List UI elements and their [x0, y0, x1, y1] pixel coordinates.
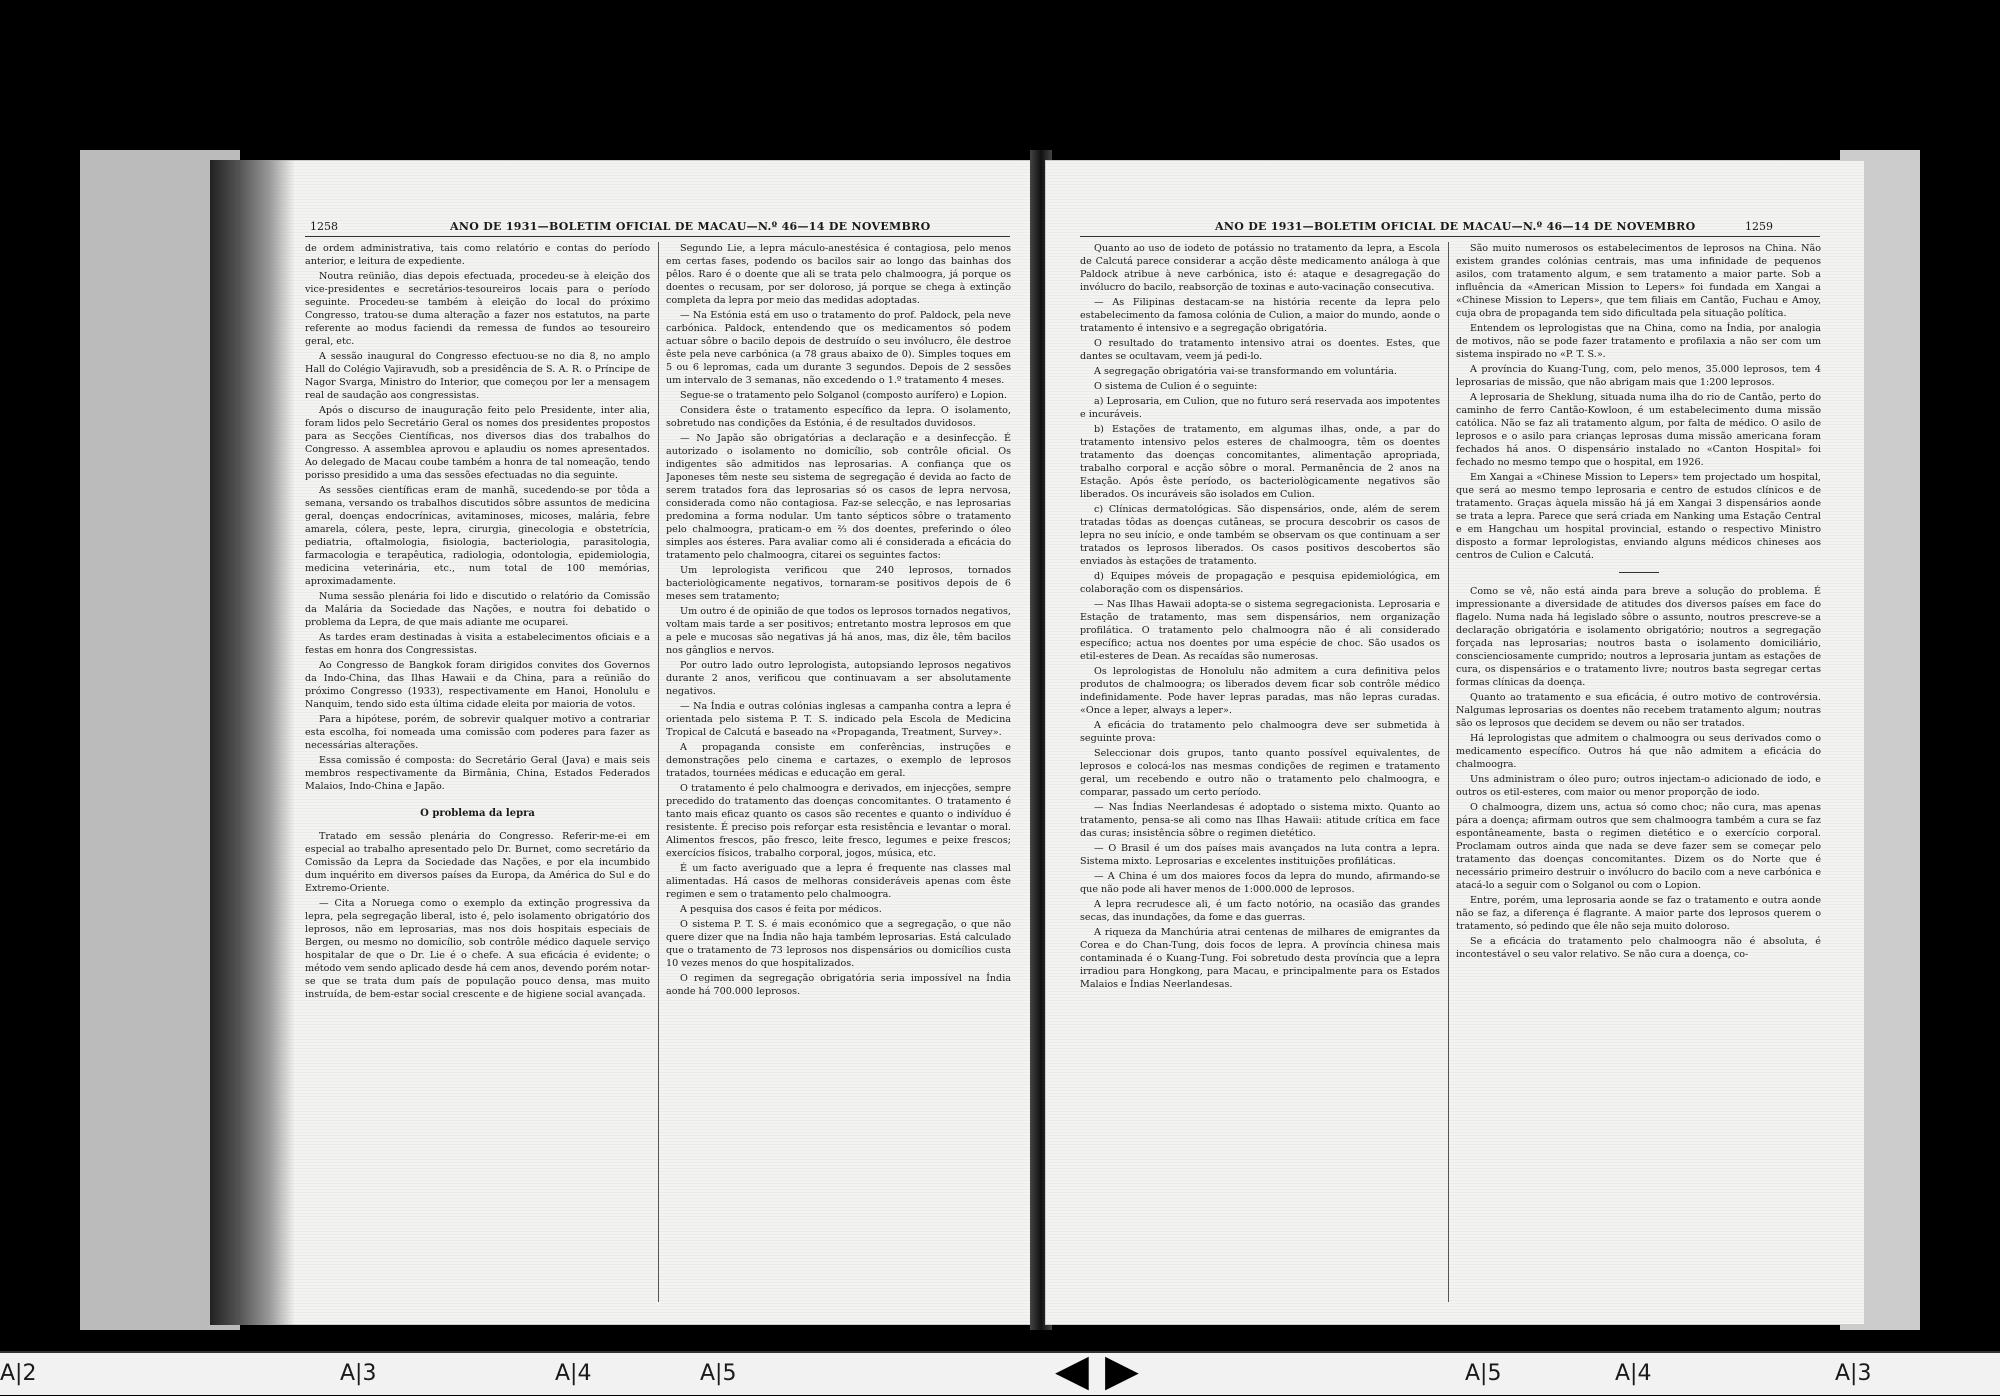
paragraph: — Nas Índias Neerlandesas é adoptado o sistema mixto. Quanto ao tratamento, pensa-se ali como nas Ilhas Hawaii: atitude crítica em face das curas; insistência sôbre o regimen dietético.	[1080, 802, 1440, 839]
film-marker: A|2	[0, 1361, 37, 1386]
paragraph: Segundo Lie, a lepra máculo-anestésica é contagiosa, pelo menos em certas fases, podendo os bacilos sair ao longo das bainhas dos pêlos. Raro é o doente que ali se trata pelo chalmoogra, já porque os doentes o recusam, por ser doloroso, já porque se chega à extinção completa da lepra por meio das medidas adoptadas.	[666, 243, 1011, 306]
paragraph: — No Japão são obrigatórias a declaração e a desinfecção. É autorizado o isolamento no domicílio, sob contrôle oficial. Os indigentes são admitidos nas leprosarias. A confiança que os Japoneses têm neste seu sistema de segregação é devida ao facto de serem tratados fora das leprosarias só os casos de lepra nervosa, considerada como não contagiosa. Faz-se selecção, e nas leprosarias predomina a forma nodular. Um tanto sépticos sôbre o tratamento pelo chalmoogra, praticam-o em ⅔ dos doentes, preferindo o óleo simples aos ésteres. Para avaliar como ali é considerada a eficácia do tratamento pelo chalmoogra, citarei os seguintes factos:	[666, 433, 1011, 561]
paragraph: b) Estações de tratamento, em algumas ilhas, onde, a par do tratamento intensivo pelos esteres de chalmoogra, têm os doentes tratamento das doenças concomitantes, alimentação apropriada, trabalho corporal e acção sôbre o moral. Permanência de 2 anos na Estação. Após êste período, os bacteriològicamente negativos são liberados. Os incuráveis são isolados em Culion.	[1080, 424, 1440, 500]
paragraph: O resultado do tratamento intensivo atrai os doentes. Estes, que dantes se ocultavam, veem já pedi-lo.	[1080, 338, 1440, 362]
paragraph: O tratamento é pelo chalmoogra e derivados, em injecções, sempre precedido do tratamento das doenças concomitantes. O tratamento é tanto mais eficaz quanto os casos são recentes e quanto o indivíduo é resistente. É preciso pois reforçar esta resistência e levantar o moral. Alimentos frescos, pão fresco, leite fresco, legumes e peixe frescos; exercícios físicos, trabalho corporal, jogos, música, etc.	[666, 783, 1011, 859]
page-number: 1259	[1745, 220, 1773, 233]
paragraph: Uns administram o óleo puro; outros injectam-o adicionado de iodo, e outros os etil-esteres, com maior ou menor proporção de iodo.	[1456, 774, 1821, 798]
paragraph: Numa sessão plenária foi lido e discutido o relatório da Comissão da Malária da Sociedade das Nações, e noutra foi debatido o problema da Lepra, de que mais adiante me ocuparei.	[305, 591, 650, 628]
paragraph: Seleccionar dois grupos, tanto quanto possível equivalentes, de leprosos e colocá-los nas mesmas condições de regimen e tratamento geral, um recebendo e outro não o tratamento pelo chalmoogra, e comparar, passado um certo período.	[1080, 748, 1440, 798]
paragraph: São muito numerosos os estabelecimentos de leprosos na China. Não existem grandes colónias centrais, mas uma infinidade de pequenos asilos, com tratamento algum, e sem tratamento a maior parte. Sob a influência da «American Mission to Lepers» foi fundada em Xangai a «Chinese Mission to Lepers», que tem filiais em Cantão, Fuchau e Amoy, cuja obra de propaganda tem sido dificultada pela situação política.	[1456, 243, 1821, 319]
paragraph: A riqueza da Manchúria atrai centenas de milhares de emigrantes da Corea e do Chan-Tung, dois focos de lepra. A província chinesa mais contaminada é o Kuang-Tung. Foi sobretudo desta província que a lepra irradiou para Hongkong, para Macau, e principalmente para os Estados Malaios e Índias Neerlandesas.	[1080, 927, 1440, 990]
paragraph: O regimen da segregação obrigatória seria impossível na Índia aonde há 700.000 leprosos.	[666, 973, 1011, 997]
paragraph: Há leprologistas que admitem o chalmoogra ou seus derivados como o medicamento específico. Outros há que não admitem a eficácia do chalmoogra.	[1456, 733, 1821, 770]
film-marker: A|4	[555, 1361, 592, 1386]
paragraph: — Na Índia e outras colónias inglesas a campanha contra a lepra é orientada pelo sistema P. T. S. indicado pela Escola de Medicina Tropical de Calcutá e baseado na «Propaganda, Treatment, Survey».	[666, 701, 1011, 738]
paragraph: — Cita a Noruega como o exemplo da extinção progressiva da lepra, pela segregação liberal, isto é, pelo isolamento obrigatório dos leprosos, não em leprosarias, mas nos dois hospitais especiais de Bergen, ou mesmo no domicílio, sob contrôle médico daquele serviço hospitalar de que o Dr. Lie é o chefe. A sua eficácia é evidente; o método vem sendo aplicado desde há cem anos, devendo porém notar-se que se trata dum país de população pouco densa, mas muito instruída, de bem-estar social crescente e de higiene social avançada.	[305, 898, 650, 1000]
paragraph: É um facto averiguado que a lepra é frequente nas classes mal alimentadas. Há casos de melhoras consideráveis apenas com êste regimen e sem o tratamento pelo chalmoogra.	[666, 863, 1011, 900]
paragraph: d) Equipes móveis de propagação e pesquisa epidemiológica, em colaboração com os dispensários.	[1080, 571, 1440, 595]
right-page	[1045, 160, 1865, 1325]
paragraph: O sistema de Culion é o seguinte:	[1094, 381, 1258, 392]
paragraph: Se a eficácia do tratamento pelo chalmoogra não é absoluta, é incontestável o seu valor relativo. Se não cura a doença, co-	[1456, 936, 1821, 960]
paragraph: A sessão inaugural do Congresso efectuou-se no dia 8, no amplo Hall do Colégio Vajiravudh, sob a presidência de S. A. R. o Príncipe de Nagor Svarga, Ministro do Interior, que começou por ler a mensagem real de saudação aos congressistas.	[305, 351, 650, 401]
film-marker: A|4	[1615, 1361, 1652, 1386]
paragraph: Em Xangai a «Chinese Mission to Lepers» tem projectado um hospital, que será ao mesmo tempo leprosaria e centro de estudos clínicos e de tratamento. Graças àquela missão há já em Xangai 3 dispensários aonde se trata a lepra. Parece que será criada em Nanking uma Estação Central e em Hangchau um hospital provincial, estando o respectivo Ministro disposto a formar leprologistas, enviando alguns médicos chineses aos centros de Culion e Calcutá.	[1456, 472, 1821, 561]
running-head: ANO DE 1931—BOLETIM OFICIAL DE MACAU—N.º 46—14 DE NOVEMBRO	[450, 220, 931, 233]
paragraph: — As Filipinas destacam-se na história recente da lepra pelo estabelecimento da famosa colónia de Culion, a maior do mundo, aonde o tratamento é intensivo e a segregação obrigatória.	[1080, 297, 1440, 334]
paragraph: Considera êste o tratamento específico da lepra. O isolamento, sobretudo nas condições da Estónia, é de resultados duvidosos.	[666, 405, 1011, 429]
left-page-shadow	[210, 160, 295, 1325]
paragraph: — O Brasil é um dos países mais avançados na luta contra a lepra. Sistema mixto. Leprosarias e excelentes instituições profiláticas.	[1080, 843, 1440, 867]
paragraph: — Na Estónia está em uso o tratamento do prof. Paldock, pela neve carbónica. Paldock, entendendo que os medicamentos só podem actuar sôbre o bacilo depois de destruído o seu invólucro, êle destroe êste pela neve carbónica (a 78 graus abaixo de 0). Simples toques em 5 ou 6 lepromas, cada um durante 3 segundos. Depois de 2 sessões um intervalo de 3 semanas, não excedendo o 1.º tratamento 4 meses.	[666, 310, 1011, 386]
paragraph: de ordem administrativa, tais como relatório e contas do período anterior, e leitura de expediente.	[305, 243, 650, 267]
paragraph: Um leprologista verificou que 240 leprosos, tornados bacteriològicamente negativos, tornaram-se positivos depois de 6 meses sem tratamento;	[666, 565, 1011, 602]
paragraph: Como se vê, não está ainda para breve a solução do problema. É impressionante a diversidade de atitudes dos diversos países em face do flagelo. Numa nada há legislado sôbre o assunto, noutros prescreve-se a declaração obrigatória e isolamento obrigatório; noutros a segregação forçada nas leprosarias; noutros basta o isolamento domiciliário, conscienciosamente cumprido; noutros a leprosaria juntam as estações de cura, os dispensários e o tratamento livre; noutros basta segregar certas formas clínicas da doença.	[1456, 586, 1821, 688]
paragraph: a) Leprosaria, em Culion, que no futuro será reservada aos impotentes e incuráveis.	[1080, 396, 1440, 420]
header-rule	[1080, 236, 1820, 237]
paragraph: c) Clínicas dermatológicas. São dispensários, onde, além de serem tratadas tôdas as doenças cutâneas, se procura descobrir os casos de lepra no seu início, e onde também se observam os que continuam a ser tratados os leprosos liberados. Os casos positivos descobertos são enviados às estações de tratamento.	[1080, 504, 1440, 567]
paragraph: O chalmoogra, dizem uns, actua só como choc; não cura, mas apenas pára a doença; afirmam outros que sem chalmoogra também a cura se faz espontâneamente, basta o regimen dietético e o exercício corporal. Proclamam outros ainda que nada se deve fazer sem se começar pelo tratamento das doenças concomitantes. Dizem os do Norte que é necessário primeiro destruir o invólucro do bacilo com a neve carbónica e atacá-lo a seguir com o Solganol ou com o Lopion.	[1456, 802, 1821, 891]
arrow-left-icon: ◀	[1055, 1345, 1089, 1396]
film-marker: A|5	[700, 1361, 737, 1386]
section-title: O problema da lepra	[420, 808, 535, 819]
paragraph: A segregação obrigatória vai-se transformando em voluntária.	[1094, 366, 1397, 377]
paragraph: O sistema P. T. S. é mais económico que a segregação, o que não quere dizer que na Índia não haja também leprosarias. Está calculado que o tratamento de 73 leprosos nos dispensários ou domicílios custa 10 vezes menos do que hospitalizados.	[666, 919, 1011, 969]
paragraph: Quanto ao uso de iodeto de potássio no tratamento da lepra, a Escola de Calcutá parece considerar a acção dêste medicamento análoga à que Paldock atribue à neve carbónica, isto é: ataque e desagregação do invólucro do bacilo, reabsorção de toxinas e auto-vacinação consecutiva.	[1080, 243, 1440, 293]
column-rule	[1448, 242, 1449, 1302]
page-number: 1258	[310, 220, 338, 233]
left-column-1	[305, 242, 650, 1312]
left-page	[210, 160, 1040, 1325]
paragraph: A província do Kuang-Tung, com, pelo menos, 35.000 leprosos, tem 4 leprosarias de missão, que não abrigam mais que 1:200 leprosos.	[1456, 364, 1821, 388]
right-column-2	[1456, 242, 1821, 1312]
left-column-2	[666, 242, 1011, 1312]
paragraph: Um outro é de opinião de que todos os leprosos tornados negativos, voltam mais tarde a ser positivos; entretanto mostra leprosos em que a pele e mucosas são negativas já há anos, mas, diz êle, têm bacilos nos gânglios e nervos.	[666, 606, 1011, 656]
paragraph: A propaganda consiste em conferências, instruções e demonstrações pelo cinema e cartazes, o exemplo de leprosos tratados, tournées médicas e educação em geral.	[666, 742, 1011, 779]
paragraph: Ao Congresso de Bangkok foram dirigidos convites dos Governos da Indo-China, das Ilhas Hawaii e da China, para a reünião do próximo Congresso (1933), respectivamente em Hanoi, Honolulu e Nanquim, tendo sido esta última cidade eleita por maioria de votos.	[305, 660, 650, 710]
paragraph: Entre, porém, uma leprosaria aonde se faz o tratamento e outra aonde não se faz, a diferença é flagrante. A maior parte dos leprosos querem o tratamento, só pedindo que êle não seja muito doloroso.	[1456, 895, 1821, 932]
film-marker: A|3	[1835, 1361, 1872, 1386]
paragraph: Os leprologistas de Honolulu não admitem a cura definitiva pelos produtos de chalmoogra; os liberados devem ficar sob contrôle médico indefinidamente. Pode haver lepras paradas, mas não lepras curadas. «Once a leper, always a leper».	[1080, 666, 1440, 716]
paragraph: — A China é um dos maiores focos da lepra do mundo, afirmando-se que não pode ali haver menos de 1:000.000 de leprosos.	[1080, 871, 1440, 895]
running-head: ANO DE 1931—BOLETIM OFICIAL DE MACAU—N.º 46—14 DE NOVEMBRO	[1215, 220, 1696, 233]
paragraph: Quanto ao tratamento e sua eficácia, é outro motivo de controvérsia. Nalgumas leprosarias os doentes não recebem tratamento algum; noutras são os leprosos que decidem se devem ou não ser tratados.	[1456, 692, 1821, 729]
paragraph: As tardes eram destinadas à visita a estabelecimentos oficiais e a festas em honra dos Congressistas.	[305, 632, 650, 656]
paragraph: As sessões científicas eram de manhã, sucedendo-se por tôda a semana, versando os trabalhos discutidos sôbre assuntos de medicina geral, doenças endocrínicas, avitaminoses, micoses, malária, febre amarela, cólera, peste, lepra, cirurgia, ginecologia e obstetrícia, pediatria, oftalmologia, fisiologia, bacteriologia, parasitologia, farmacologia e terapêutica, radiologia, odontologia, epidemiologia, medicina veterinária, etc., num total de 100 memórias, aproximadamente.	[305, 485, 650, 587]
paragraph: A eficácia do tratamento pelo chalmoogra deve ser submetida à seguinte prova:	[1080, 720, 1440, 744]
paragraph: A pesquisa dos casos é feita por médicos.	[680, 904, 882, 915]
film-marker: A|3	[340, 1361, 377, 1386]
paragraph: A leprosaria de Sheklung, situada numa ilha do rio de Cantão, perto do caminho de ferro Cantão-Kowloon, é um estabelecimento duma missão católica. Não se faz ali tratamento algum, por falta de médico. O asilo de leprosos e o asilo para crianças leprosas duma missão americana foram fechados há anos. O dispensário instalado no «Canton Hospital» foi fechado no mesmo tempo que o hospital, em 1926.	[1456, 392, 1821, 468]
paragraph: Após o discurso de inauguração feito pelo Presidente, inter alia, foram lidos pelo Secretário Geral os nomes dos presidentes propostos para as Secções Científicas, nos diversos dias dos trabalhos do Congresso. A assemblea aprovou e aplaudiu os nomes apresentados. Ao delegado de Macau coube também a honra de tal nomeação, tendo porisso presidido a uma das sessões efectuadas no dia seguinte.	[305, 405, 650, 481]
section-separator	[1619, 572, 1659, 573]
paragraph: Segue-se o tratamento pelo Solganol (composto aurífero) e Lopion.	[680, 390, 1007, 401]
header-rule	[305, 236, 1010, 237]
paragraph: — Nas Ilhas Hawaii adopta-se o sistema segregacionista. Leprosaria e Estação de tratamento, mas sem dispensários, nem organização profilática. O tratamento pelo chalmoogra não é ali considerado específico; actua nos doentes por uma espécie de choc. São usados os etil-esteres de Dean. As recaídas são numerosas.	[1080, 599, 1440, 662]
column-rule	[658, 242, 659, 1302]
film-marker: A|5	[1465, 1361, 1502, 1386]
paragraph: Por outro lado outro leprologista, autopsiando leprosos negativos durante 2 anos, verificou que continuavam a ser absolutamente negativos.	[666, 660, 1011, 697]
paragraph: A lepra recrudesce ali, é um facto notório, na ocasião das grandes secas, das inundações, da fome e das guerras.	[1080, 899, 1440, 923]
right-column-1	[1080, 242, 1440, 1312]
paragraph: Tratado em sessão plenária do Congresso. Referir-me-ei em especial ao trabalho apresentado pelo Dr. Burnet, como secretário da Comissão da Lepra da Sociedade das Nações, e por ela incumbido dum inquérito em diversos países da Europa, da América do Sul e do Extremo-Oriente.	[305, 831, 650, 894]
arrow-right-icon: ▶	[1105, 1345, 1139, 1396]
paragraph: Noutra reünião, dias depois efectuada, procedeu-se à eleição dos vice-presidentes e secretários-tesoureiros locais para o período seguinte. Procedeu-se também à eleição do local do próximo Congresso, tratou-se duma alteração a fazer nos estatutos, na parte referente ao modus faciendi da remessa de fundos ao tesoureiro geral, etc.	[305, 271, 650, 347]
paragraph: Entendem os leprologistas que na China, como na Índia, por analogia de motivos, não se pode fazer tratamento e profilaxia a não ser com um sistema inspirado no «P. T. S.».	[1456, 323, 1821, 360]
paragraph: Para a hipótese, porém, de sobrevir qualquer motivo a contrariar esta escolha, foi nomeada uma comissão com poderes para fazer as necessárias alterações.	[305, 714, 650, 751]
film-strip	[0, 1345, 2000, 1396]
paragraph: Essa comissão é composta: do Secretário Geral (Java) e mais seis membros respectivamente da Birmânia, China, Estados Federados Malaios, Indo-China e Japão.	[305, 755, 650, 792]
